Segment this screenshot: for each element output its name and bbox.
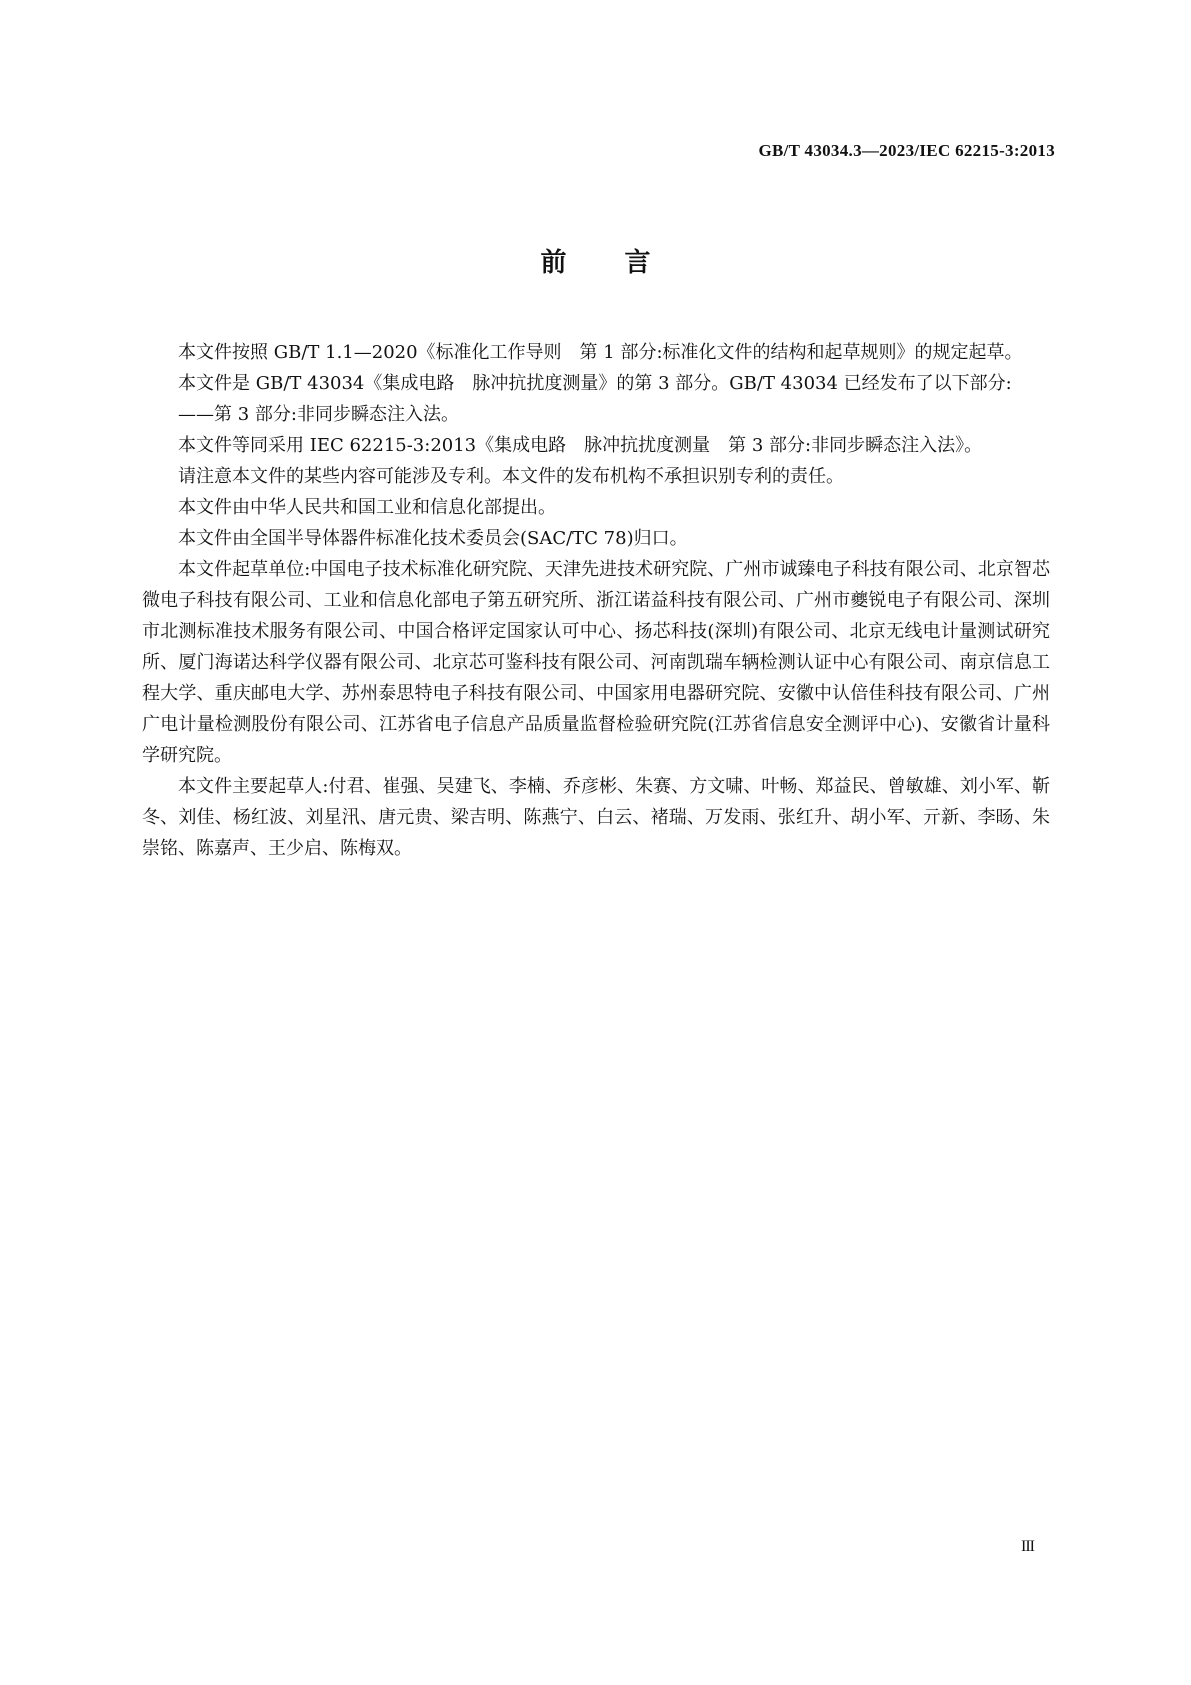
paragraph-equivalent-adoption: 本文件等同采用 IEC 62215-3:2013《集成电路 脉冲抗扰度测量 第 3 部分:非同步瞬态注入法》。 — [178, 435, 983, 456]
paragraph-drafting-rules: 本文件按照 GB/T 1.1—2020《标准化工作导则 第 1 部分:标准化文件的结构和起草规则》的规定起草。 — [178, 342, 1023, 363]
paragraph-part-list-item: ——第 3 部分:非同步瞬态注入法。 — [178, 404, 459, 425]
document-code-header: GB/T 43034.3—2023/IEC 62215-3:2013 — [758, 141, 1055, 160]
paragraph-main-drafters: 本文件主要起草人:付君、崔强、吴建飞、李楠、乔彦彬、朱赛、方文啸、叶畅、郑益民、曾敏雄、刘小军、靳冬、刘佳、杨红波、刘星汛、唐元贵、梁吉明、陈燕宁、白云、褚瑞、万发雨、张红升、胡小军、亓新、李旸、朱崇铭、陈嘉声、王少启、陈梅双。 — [142, 776, 1050, 859]
paragraph-proposed-by: 本文件由中华人民共和国工业和信息化部提出。 — [178, 497, 556, 518]
paragraph-patent-notice: 请注意本文件的某些内容可能涉及专利。本文件的发布机构不承担识别专利的责任。 — [178, 466, 844, 487]
paragraph-series-part: 本文件是 GB/T 43034《集成电路 脉冲抗扰度测量》的第 3 部分。GB/T 43034 已经发布了以下部分: — [178, 373, 1012, 394]
page-number: III — [1021, 1538, 1034, 1555]
preface-body — [142, 337, 1050, 864]
paragraph-drafting-organizations: 本文件起草单位:中国电子技术标准化研究院、天津先进技术研究院、广州市诚臻电子科技有限公司、北京智芯微电子科技有限公司、工业和信息化部电子第五研究所、浙江诺益科技有限公司、广州市夔锐电子有限公司、深圳市北测标准技术服务有限公司、中国合格评定国家认可中心、扬芯科技(深圳)有限公司、北京无线电计量测试研究所、厦门海诺达科学仪器有限公司、北京芯可鉴科技有限公司、河南凯瑞车辆检测认证中心有限公司、南京信息工程大学、重庆邮电大学、苏州泰思特电子科技有限公司、中国家用电器研究院、安徽中认倍佳科技有限公司、广州广电计量检测股份有限公司、江苏省电子信息产品质量监督检验研究院(江苏省信息安全测评中心)、安徽省计量科学研究院。 — [142, 559, 1050, 766]
page-title: 前言 — [540, 248, 709, 278]
paragraph-under-jurisdiction: 本文件由全国半导体器件标准化技术委员会(SAC/TC 78)归口。 — [178, 528, 688, 549]
